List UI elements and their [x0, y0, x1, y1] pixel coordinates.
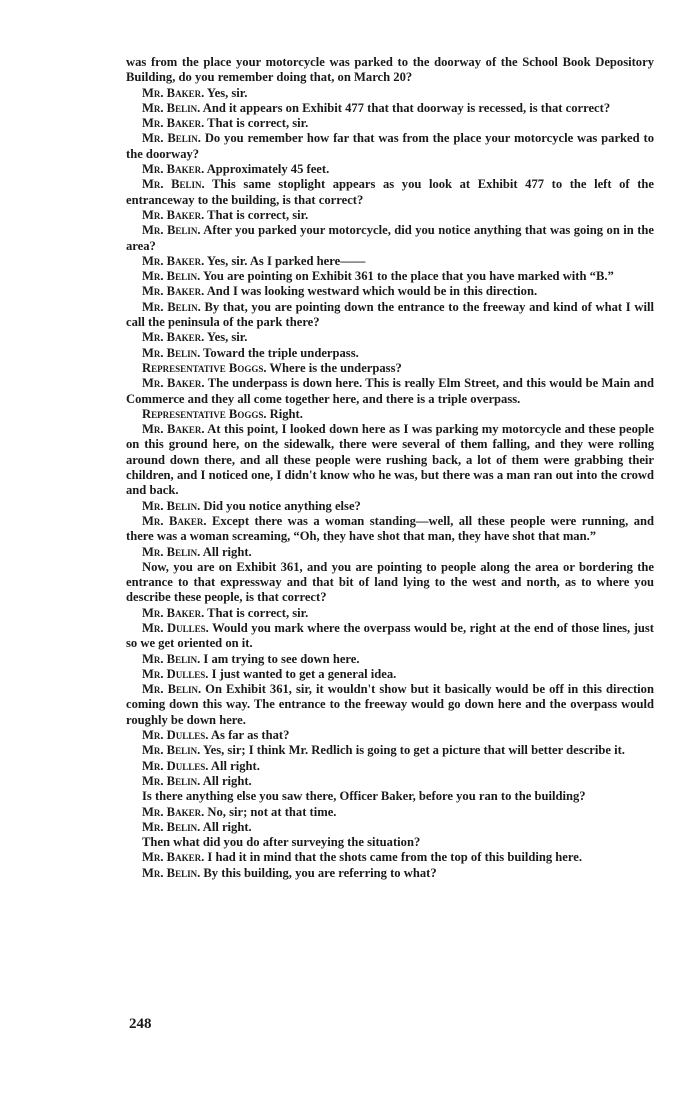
speaker-label: Mr. Belin. [142, 682, 202, 697]
paragraph-text: No, sir; not at that time. [207, 804, 337, 819]
paragraph-text: By this building, you are referring to what? [203, 865, 437, 880]
speaker-label: Mr. Belin. [142, 819, 201, 834]
paragraph-text: This same stoplight appears as you look at Exhibit 477 to the left of the entranceway to the building, is that correct? [126, 177, 654, 207]
paragraph-text: Would you mark where the overpass would be, right at the end of those lines, just so we get oriented on it. [126, 620, 654, 651]
transcript-paragraph [126, 789, 654, 804]
transcript-paragraph [126, 774, 654, 789]
paragraph-text: Yes, sir. [206, 85, 248, 100]
speaker-label: Mr. Belin. [142, 743, 201, 758]
paragraph-text: Then what did you do after surveying the situation? [142, 835, 421, 850]
paragraph-text: By that, you are pointing down the entrance to the freeway and kind of what I will call the peninsula of the park there? [126, 299, 654, 330]
paragraph-text: Yes, sir. [206, 330, 248, 345]
paragraph-text: After you parked your motorcycle, did you notice anything that was going on in the area? [126, 223, 654, 253]
transcript-paragraph [126, 116, 654, 131]
transcript-paragraph [126, 162, 654, 177]
paragraph-text: Approximately 45 feet. [206, 162, 330, 177]
transcript-paragraph [126, 177, 654, 208]
paragraph-text: I am trying to see down here. [203, 651, 360, 666]
transcript-paragraph [126, 101, 654, 116]
paragraph-text: Did you notice anything else? [203, 498, 361, 513]
transcript-paragraph [126, 728, 654, 743]
paragraph-text: That is correct, sir. [207, 207, 309, 222]
transcript-paragraph [126, 499, 654, 514]
speaker-label: Mr. Belin. [142, 865, 201, 880]
speaker-label: Mr. Baker. [142, 85, 205, 100]
transcript-page [126, 55, 654, 881]
paragraph-text: I had it in mind that the shots came from the top of this building here. [207, 850, 582, 865]
speaker-label: Mr. Belin. [142, 299, 201, 314]
transcript-paragraph [126, 667, 654, 682]
paragraph-text: Is there anything else you saw there, Officer Baker, before you ran to the building? [142, 789, 586, 804]
speaker-label: Mr. Belin. [142, 773, 201, 788]
transcript-paragraph [126, 866, 654, 881]
speaker-label: Mr. Baker. [142, 330, 205, 345]
transcript-paragraph [126, 606, 654, 621]
paragraph-text: Now, you are on Exhibit 361, and you are pointing to people along the area or bordering the entrance to that expressway and that bit of land lying to the west and north, as to where you describe these people, is that correct? [126, 559, 654, 605]
paragraph-text: Except there was a woman standing—well, all these people were running, and there was a woman screaming, “Oh, they have shot that man, they have shot that man.” [126, 513, 654, 544]
transcript-paragraph [126, 422, 654, 498]
speaker-label: Mr. Belin. [142, 544, 201, 559]
speaker-label: Mr. Baker. [142, 116, 205, 131]
speaker-label: Representative Boggs. [142, 406, 267, 421]
transcript-paragraph [126, 330, 654, 345]
paragraph-text: And it appears on Exhibit 477 that that doorway is recessed, is that correct? [202, 100, 611, 115]
transcript-paragraph [126, 621, 654, 652]
speaker-label: Mr. Dulles. [142, 728, 209, 743]
speaker-label: Mr. Dulles. [142, 666, 209, 681]
transcript-paragraph [126, 682, 654, 728]
transcript-paragraph [126, 376, 654, 407]
paragraph-text: That is correct, sir. [207, 116, 309, 131]
transcript-paragraph [126, 208, 654, 223]
transcript-paragraph [126, 223, 654, 254]
transcript-paragraph [126, 835, 654, 850]
transcript-paragraph [126, 820, 654, 835]
page-number: 248 [129, 1016, 152, 1032]
paragraph-text: Right. [269, 406, 303, 421]
transcript-paragraph [126, 545, 654, 560]
paragraph-text: Where is the underpass? [269, 360, 402, 375]
speaker-label: Mr. Baker. [142, 376, 205, 391]
speaker-label: Mr. Baker. [142, 207, 205, 222]
transcript-paragraph [126, 514, 654, 545]
transcript-paragraph [126, 805, 654, 820]
transcript-paragraph [126, 407, 654, 422]
transcript-paragraph [126, 254, 654, 269]
transcript-paragraph [126, 300, 654, 331]
speaker-label: Mr. Baker. [142, 284, 205, 299]
speaker-label: Mr. Belin. [142, 177, 205, 192]
speaker-label: Mr. Belin. [142, 651, 201, 666]
paragraph-text: I just wanted to get a general idea. [211, 666, 397, 681]
paragraph-text: As far as that? [210, 728, 290, 743]
speaker-label: Mr. Baker. [142, 162, 205, 177]
transcript-paragraph [126, 346, 654, 361]
speaker-label: Mr. Dulles. [142, 620, 209, 635]
paragraph-text: Yes, sir. As I parked here—— [206, 253, 366, 268]
speaker-label: Mr. Belin. [142, 498, 201, 513]
transcript-paragraph [126, 284, 654, 299]
paragraph-text: All right. [202, 819, 252, 834]
paragraph-text: That is correct, sir. [207, 605, 309, 620]
speaker-label: Mr. Baker. [142, 513, 207, 528]
speaker-label: Mr. Baker. [142, 605, 205, 620]
transcript-paragraph [126, 743, 654, 758]
speaker-label: Mr. Baker. [142, 253, 205, 268]
paragraph-text: At this point, I looked down here as I was parking my motorcycle and these people on this ground here, on the sidewalk, there were several of them falling, and they were rolling around down there, and all these people were rushing back, a lot of them were grabbing their children, and I noticed one, I didn't know who he was, but there was a man ran out into the crowd and back. [126, 422, 654, 498]
paragraph-text: The underpass is down here. This is really Elm Street, and this would be Main and Commerce and they all come together here, and there is a triple overpass. [126, 376, 655, 406]
paragraph-text: You are pointing on Exhibit 361 to the place that you have marked with “B.” [202, 269, 614, 284]
transcript-paragraph [126, 269, 654, 284]
paragraph-text: Do you remember how far that was from the place your motorcycle was parked to the doorway? [126, 131, 654, 161]
transcript-paragraph [126, 652, 654, 667]
speaker-label: Mr. Belin. [142, 223, 201, 238]
transcript-paragraph [126, 560, 654, 606]
paragraph-text: All right. [210, 758, 260, 773]
speaker-label: Mr. Baker. [142, 804, 205, 819]
speaker-label: Mr. Belin. [142, 269, 201, 284]
transcript-paragraph [126, 850, 654, 865]
paragraph-text: On Exhibit 361, sir, it wouldn't show but it basically would be off in this direction coming down this way. The entrance to the freeway would go down here and the overpass would roughly be down here. [126, 682, 654, 727]
speaker-label: Mr. Belin. [142, 100, 201, 115]
transcript-paragraph [126, 131, 654, 162]
paragraph-text: All right. [202, 773, 252, 788]
transcript-paragraph [126, 86, 654, 101]
paragraph-text: was from the place your motorcycle was parked to the doorway of the School Book Depository Building, do you remember doing that, on March 20? [126, 55, 654, 85]
paragraph-text: Toward the triple underpass. [203, 345, 359, 360]
speaker-label: Mr. Belin. [142, 345, 201, 360]
speaker-label: Mr. Baker. [142, 850, 205, 865]
transcript-paragraph [126, 361, 654, 376]
speaker-label: Representative Boggs. [142, 360, 267, 375]
speaker-label: Mr. Baker. [142, 422, 205, 437]
transcript-paragraph [126, 55, 654, 86]
transcript-paragraph [126, 759, 654, 774]
speaker-label: Mr. Dulles. [142, 758, 209, 773]
paragraph-text: Yes, sir; I think Mr. Redlich is going to get a picture that will better describe it. [202, 743, 625, 758]
paragraph-text: And I was looking westward which would be in this direction. [206, 284, 538, 299]
paragraph-text: All right. [202, 544, 252, 559]
speaker-label: Mr. Belin. [142, 131, 201, 146]
